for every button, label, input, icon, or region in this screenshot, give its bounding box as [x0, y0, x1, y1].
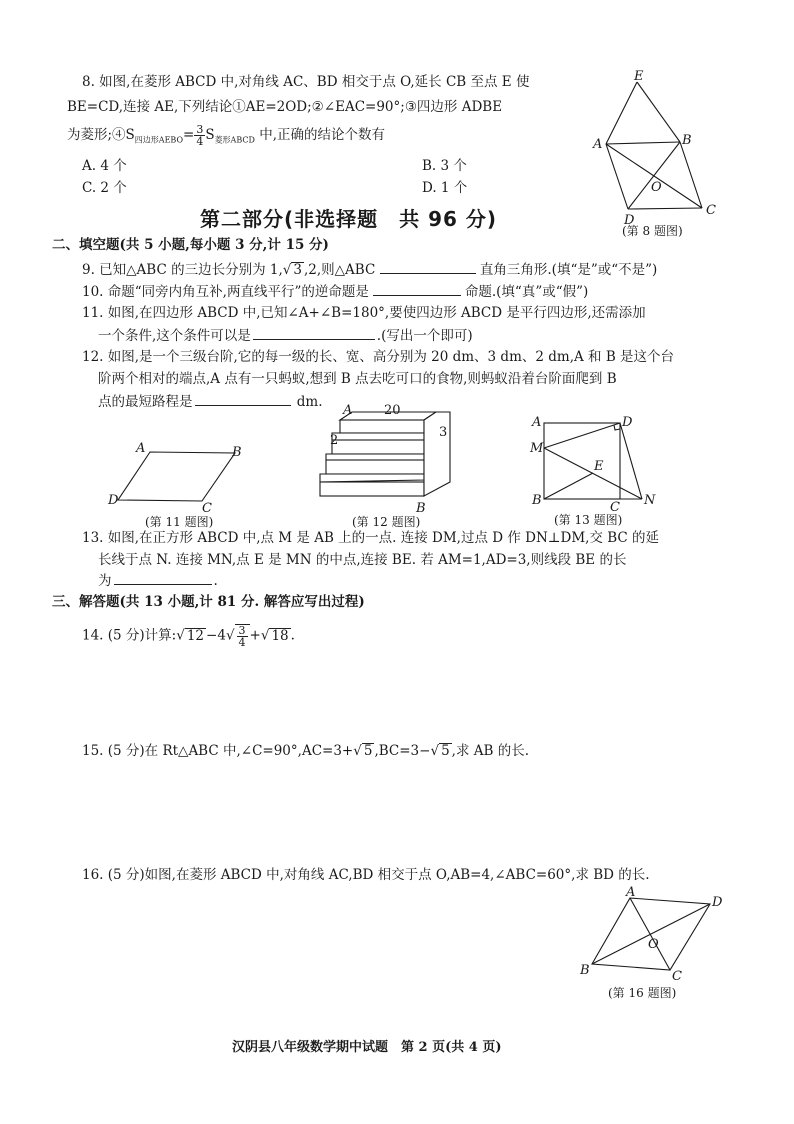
q8-line1: 8. 如图,在菱形 ABCD 中,对角线 AC、BD 相交于点 O,延长 CB 至点 E 使 — [82, 74, 530, 90]
fig13-label-A: A — [532, 415, 542, 430]
fig8-label-E: E — [634, 69, 644, 84]
fig12-label-20: 20 — [384, 403, 401, 418]
q13-line2: 长线于点 N. 连接 MN,点 E 是 MN 的中点,连接 BE. 若 AM=1,AD=3,则线段 BE 的长 — [98, 552, 627, 568]
q15-sqrt-5b: 5 — [441, 743, 450, 759]
fig16-label-C: C — [672, 969, 682, 984]
q10: 10. 命题“同旁内角互补,两直线平行”的逆命题是 命题.(填“真”或“假”) — [82, 281, 588, 302]
fig13-caption: (第 13 题图) — [554, 513, 623, 527]
fig8-edge-AB — [606, 142, 680, 144]
fig13-label-M: M — [530, 441, 544, 456]
page-footer: 汉阴县八年级数学期中试题 第 2 页(共 4 页) — [232, 1040, 502, 1055]
fig8-edge-EA — [606, 82, 637, 144]
q8-line3-text: 为菱形;④S — [67, 127, 135, 143]
fig8-caption: (第 8 题图) — [622, 224, 683, 238]
figure-12 — [318, 402, 468, 517]
fig13-label-C: C — [610, 500, 620, 515]
figure-13 — [526, 414, 666, 514]
q8-line2: BE=CD,连接 AE,下列结论①AE=2OD;②∠EAC=90°;③四边形 ADBE — [67, 99, 503, 115]
fig13-label-E: E — [594, 459, 604, 474]
q8-line3 — [67, 124, 385, 151]
fig16-label-B: B — [580, 963, 590, 978]
fig11-label-A: A — [136, 441, 146, 456]
q8-option-d[interactable]: D. 1 个 — [422, 180, 468, 196]
fig8-label-O: O — [651, 180, 662, 195]
q10-blank[interactable] — [373, 281, 461, 296]
fig11-label-B: B — [232, 445, 242, 460]
fig16-label-A: A — [626, 885, 636, 900]
q12-line2: 阶两个相对的端点,A 点有一只蚂蚁,想到 B 点去吃可口的食物,则蚂蚁沿着台阶面爬到 B — [98, 371, 617, 387]
q8-s2: S — [205, 127, 215, 143]
q11-line2: 一个条件,这个条件可以是 .(写出一个即可) — [98, 325, 473, 346]
fig13-BE — [544, 473, 593, 499]
q16-text: 16. (5 分)如图,在菱形 ABCD 中,对角线 AC,BD 相交于点 O,AB=4,∠ABC=60°,求 BD 的长. — [82, 867, 650, 883]
fig13-DN — [620, 423, 642, 499]
fig8-label-B: B — [682, 133, 692, 148]
figure-8 — [590, 70, 730, 230]
fig16-caption: (第 16 题图) — [608, 986, 677, 1000]
fig11-caption: (第 11 题图) — [145, 515, 214, 529]
q15-sqrt-5a: 5 — [363, 743, 373, 759]
fig11-parallelogram — [118, 452, 235, 501]
fig8-edge-EB — [637, 82, 680, 142]
fig12-step3-front — [326, 460, 424, 474]
fig13-right-angle — [614, 425, 620, 430]
fig13-label-D: D — [622, 415, 633, 430]
q8-option-a[interactable]: A. 4 个 — [82, 158, 127, 174]
fig8-diag-BD — [628, 142, 680, 209]
q12-line3: 点的最短路程是 dm. — [98, 391, 323, 412]
q9: 9. 已知△ABC 的三边长分别为 1,√ 3 ,2,则△ABC 直角三角形.(填“是”或“不是”) — [82, 259, 657, 280]
fig16-label-D: D — [712, 895, 723, 910]
q11-blank[interactable] — [253, 325, 375, 340]
q12-line1: 12. 如图,是一个三级台阶,它的每一级的长、宽、高分别为 20 dm、3 dm、2 dm,A 和 B 是这个台 — [82, 349, 675, 365]
q8-option-c[interactable]: C. 2 个 — [82, 180, 127, 196]
fig8-edge-AD — [606, 144, 628, 209]
fig12-label-B: B — [416, 501, 426, 516]
fig13-DM — [544, 423, 620, 448]
fig12-caption: (第 12 题图) — [352, 515, 421, 529]
q13-blank[interactable] — [114, 570, 212, 585]
fig11-label-C: C — [202, 501, 212, 516]
fig12-step2-front — [332, 440, 424, 454]
fig8-label-D: D — [624, 213, 635, 228]
figure-16 — [578, 886, 728, 986]
fig12-label-A: A — [343, 403, 353, 418]
fig12-step4-front — [320, 482, 424, 496]
q12-blank[interactable] — [195, 391, 291, 406]
part2-title: 第二部分(非选择题 共 96 分) — [200, 207, 498, 231]
q8-line3-end: 中,正确的结论个数有 — [254, 127, 385, 143]
fig12-label-2: 2 — [330, 433, 339, 448]
q8-sub-abcd: 菱形ABCD — [214, 135, 255, 145]
q14-sqrt-frac: $\frac{3}{4}$ — [235, 624, 250, 648]
q11-line1: 11. 如图,在四边形 ABCD 中,已知∠A+∠B=180°,要使四边形 ABCD 是平行四边形,还需添加 — [82, 305, 646, 321]
fig8-label-A: A — [593, 137, 603, 152]
fig13-label-N: N — [644, 493, 656, 508]
fig13-label-B: B — [532, 493, 542, 508]
q14: 14. (5 分)计算:√ 12 −4√ $\frac{3}{4}$ +√ 18 . — [82, 624, 295, 649]
q9-sqrt: 3 — [293, 262, 302, 278]
q8-eq: = — [183, 127, 195, 143]
figure-11 — [110, 440, 260, 515]
fig8-edge-BC — [680, 142, 702, 208]
fig12-step1-front — [340, 420, 424, 433]
fig13-square — [544, 423, 620, 499]
q13-line3: 为 . — [98, 570, 218, 591]
q8-fraction: $\frac{3}{4}$ — [196, 123, 204, 148]
fig12-label-3: 3 — [439, 425, 448, 440]
q15: 15. (5 分)在 Rt△ABC 中,∠C=90°,AC=3+√ 5 ,BC=3−√ 5 ,求 AB 的长. — [82, 743, 529, 759]
q13-line1: 13. 如图,在正方形 ABCD 中,点 M 是 AB 上的一点. 连接 DM,过点 D 作 DN⊥DM,交 BC 的延 — [82, 530, 660, 546]
fig16-label-O: O — [648, 937, 659, 952]
q14-sqrt-18: 18 — [271, 627, 289, 644]
section3-heading: 三、解答题(共 13 小题,计 81 分. 解答应写出过程) — [52, 594, 365, 610]
q14-sqrt-12: 12 — [186, 627, 205, 644]
q9-blank[interactable] — [380, 259, 476, 274]
fig8-edge-DC — [628, 208, 702, 209]
fig8-label-C: C — [706, 203, 716, 218]
q8-option-b[interactable]: B. 3 个 — [422, 158, 467, 174]
section2-heading: 二、填空题(共 5 小题,每小题 3 分,计 15 分) — [52, 237, 329, 253]
fig11-label-D: D — [108, 493, 119, 508]
q8-sub-aebo: 四边形AEBO — [134, 135, 183, 145]
